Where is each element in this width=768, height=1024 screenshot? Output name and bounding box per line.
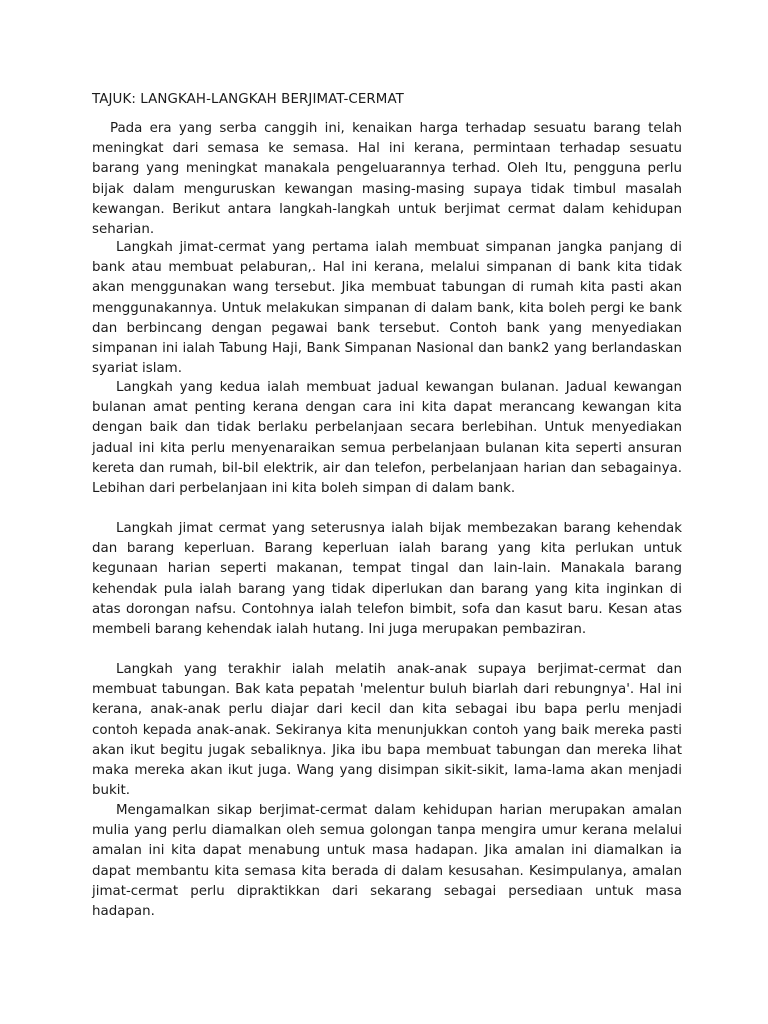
- paragraph-needs-vs-wants: Langkah jimat cermat yang seterusnya ialah bijak membezakan barang kehendak dan barang keperluan. Barang keperluan ialah barang yang kita perlukan untuk kegunaan harian seperti makanan, tempat tingal dan lain-lain. Manakala barang kehendak pula ialah barang yang tidak diperlukan dan barang yang kita inginkan di atas dorongan nafsu. Contohnya ialah telefon bimbit, sofa dan kasut baru. Kesan atas membeli barang kehendak ialah hutang. Ini juga merupakan pembaziran.: [92, 521, 682, 638]
- essay-title: TAJUK: LANGKAH-LANGKAH BERJIMAT-CERMAT: [92, 92, 404, 107]
- paragraph-teach-children: Langkah yang terakhir ialah melatih anak-anak supaya berjimat-cermat dan membuat tabungan. Bak kata pepatah 'melentur buluh biarlah dari rebungnya'. Hal ini kerana, anak-anak perlu diajar dari kecil dan kita sebagai ibu bapa perlu menjadi contoh kepada anak-anak. Sekiranya kita menunjukkan contoh yang baik mereka pasti akan ikut begitu jugak sebaliknya. Jika ibu bapa membuat tabungan dan mereka lihat maka mereka akan ikut juga. Wang yang disimpan sikit-sikit, lama-lama akan menjadi bukit.: [92, 662, 682, 799]
- paragraph-long-term-savings: Langkah jimat-cermat yang pertama ialah membuat simpanan jangka panjang di bank atau membuat pelaburan,. Hal ini kerana, melalui simpanan di bank kita tidak akan menggunakan wang tersebut. Jika membuat tabungan di rumah kita pasti akan menggunakannya. Untuk melakukan simpanan di dalam bank, kita boleh pergi ke bank dan berbincang dengan pegawai bank tersebut. Contoh bank yang menyediakan simpanan ini ialah Tabung Haji, Bank Simpanan Nasional dan bank2 yang berlandaskan syariat islam.: [92, 240, 682, 377]
- paragraph-conclusion: Mengamalkan sikap berjimat-cermat dalam kehidupan harian merupakan amalan mulia yang perlu diamalkan oleh semua golongan tanpa mengira umur kerana melalui amalan ini kita dapat menabung untuk masa hadapan. Jika amalan ini diamalkan ia dapat membantu kita semasa kita berada di dalam kesusahan. Kesimpulanya, amalan jimat-cermat perlu dipraktikkan dari sekarang sebagai persediaan untuk masa hadapan.: [92, 803, 682, 920]
- paragraph-introduction: Pada era yang serba canggih ini, kenaikan harga terhadap sesuatu barang telah meningkat dari semasa ke semasa. Hal ini kerana, permintaan terhadap sesuatu barang yang meningkat manakala pengeluarannya terhad. Oleh Itu, pengguna perlu bijak dalam menguruskan kewangan masing-masing supaya tidak timbul masalah kewangan. Berikut antara langkah-langkah untuk berjimat cermat dalam kehidupan seharian.: [92, 121, 682, 238]
- paragraph-monthly-budget: Langkah yang kedua ialah membuat jadual kewangan bulanan. Jadual kewangan bulanan amat penting kerana dengan cara ini kita dapat merancang kewangan kita dengan baik dan tidak berlaku perbelanjaan secara berlebihan. Untuk menyediakan jadual ini kita perlu menyenaraikan semua perbelanjaan bulanan kita seperti ansuran kereta dan rumah, bil-bil elektrik, air dan telefon, perbelanjaan harian dan sebagainya. Lebihan dari perbelanjaan ini kita boleh simpan di dalam bank.: [92, 380, 682, 497]
